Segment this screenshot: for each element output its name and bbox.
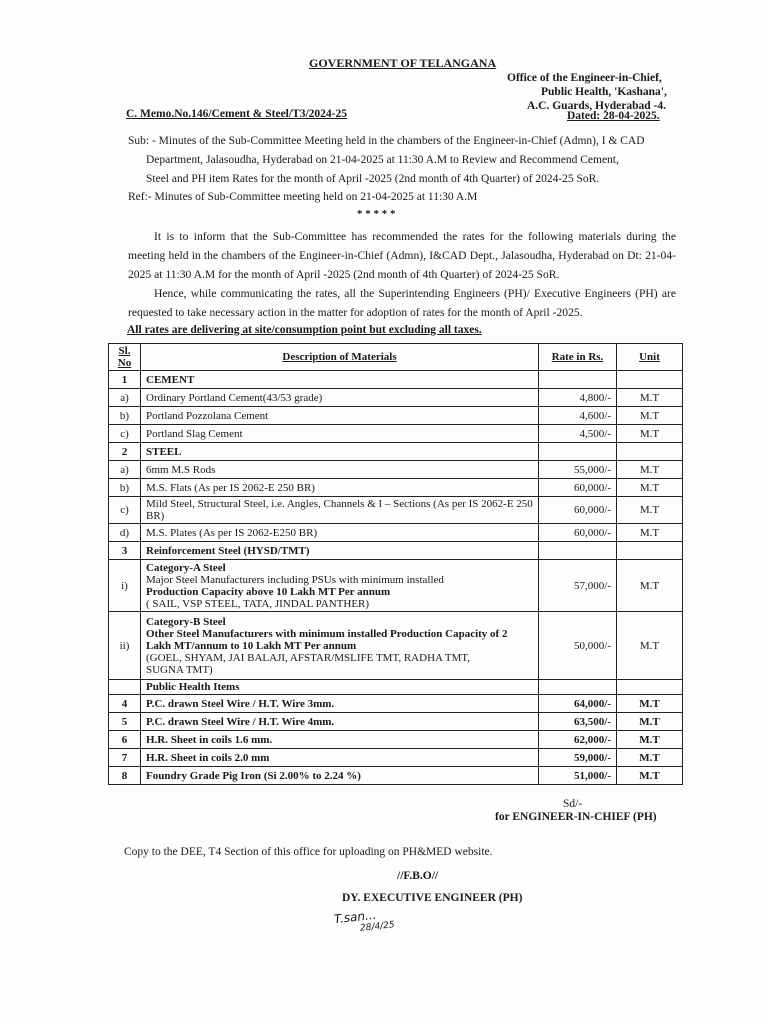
body-paragraph-2-text: Hence, while communicating the rates, all the Superintending Engineers (PH)/ Executive Engineers (PH) are requested to take necessary action in the matter for adoption of rates for the month of April -2025. [128,287,676,319]
cell-rate: 60,000/- [539,479,617,497]
description-line: Production Capacity above 10 Lakh MT Per annum [146,585,391,598]
subject-line-1: Sub: - Minutes of the Sub-Committee Meeting held in the chambers of the Engineer-in-Chief (Admn), I & CAD [128,135,645,147]
cell-sl-no: a) [109,389,141,407]
cell-description: Reinforcement Steel (HYSD/TMT) [141,542,539,560]
cell-rate: 64,000/- [539,695,617,713]
cell-sl-no: 4 [109,695,141,713]
copy-to-line: Copy to the DEE, T4 Section of this office for uploading on PH&MED website. [124,846,493,858]
signatory-designation: DY. EXECUTIVE ENGINEER (PH) [342,892,523,904]
cell-rate: 62,000/- [539,731,617,749]
reference-line: Ref:- Minutes of Sub-Committee meeting held on 21-04-2025 at 11:30 A.M [128,191,478,203]
table-row [109,612,683,680]
memo-date: Dated: 28-04-2025. [567,110,660,122]
cell-rate: 55,000/- [539,461,617,479]
cell-unit: M.T [617,749,683,767]
cell-sl-no: b) [109,407,141,425]
cell-sl-no: ii) [109,612,141,680]
for-engineer-in-chief: for ENGINEER-IN-CHIEF (PH) [495,811,657,823]
rates-table [108,343,683,785]
office-line-3: A.C. Guards, Hyderabad -4. [527,100,666,112]
table-row [109,749,683,767]
cell-unit: M.T [617,767,683,785]
table-row [109,731,683,749]
table-row [109,524,683,542]
description-line: (GOEL, SHYAM, JAI BALAJI, AFSTAR/MSLIFE TMT, RADHA TMT, [146,651,471,664]
subject-line-2: Department, Jalasoudha, Hyderabad on 21-04-2025 at 11:30 A.M to Review and Recommend Cement, [146,154,619,166]
subject-line-3: Steel and PH item Rates for the month of April -2025 (2nd month of 4th Quarter) of 2024-25 SoR. [146,173,600,185]
cell-description: M.S. Flats (As per IS 2062-E 250 BR) [141,479,539,497]
cell-sl-no: d) [109,524,141,542]
description-line: Major Steel Manufacturers including PSUs with minimum installed [146,573,444,586]
cell-rate: 59,000/- [539,749,617,767]
cell-description: STEEL [141,443,539,461]
separator-stars: * * * * * [357,208,396,220]
cell-unit: M.T [617,461,683,479]
table-row [109,389,683,407]
table-row [109,407,683,425]
cell-rate: 63,500/- [539,713,617,731]
header-sl-no: Sl. No [109,344,141,371]
cell-rate: 57,000/- [539,560,617,612]
header-unit: Unit [617,344,683,371]
cell-sl-no: c) [109,425,141,443]
cell-rate: 60,000/- [539,497,617,524]
description-line: Category-B Steel [146,615,226,628]
cell-rate [539,542,617,560]
cell-unit: M.T [617,695,683,713]
cell-rate [539,680,617,695]
cell-sl-no: 5 [109,713,141,731]
signature-date: 28/4/25 [359,920,396,934]
office-address [507,71,667,113]
cell-description: H.R. Sheet in coils 2.0 mm [141,749,539,767]
cell-description: Ordinary Portland Cement(43/53 grade) [141,389,539,407]
cell-unit: M.T [617,407,683,425]
cell-unit [617,680,683,695]
table-row [109,695,683,713]
cell-description [141,612,539,680]
memo-number: C. Memo.No.146/Cement & Steel/T3/2024-25 [126,108,348,120]
body-paragraph-1-text: It is to inform that the Sub-Committee has recommended the rates for the following materials during the meeting held in the chambers of the Engineer-in-Chief (Admn), I&CAD Dept., Jalasoudha, Hyderabad on Dt: 21-04-2025 at 11:30 A.M for the month of April -2025 (2nd month of 4th Quarter) of 2024-25 SoR. [128,230,676,281]
cell-sl-no: 1 [109,371,141,389]
table-row [109,461,683,479]
table-row [109,542,683,560]
cell-sl-no: 7 [109,749,141,767]
table-row [109,767,683,785]
rates-table-body [109,371,683,785]
cell-sl-no: b) [109,479,141,497]
cell-sl-no: 6 [109,731,141,749]
cell-rate: 60,000/- [539,524,617,542]
cell-unit: M.T [617,479,683,497]
cell-unit: M.T [617,389,683,407]
table-row [109,425,683,443]
cell-rate: 4,500/- [539,425,617,443]
cell-description [141,560,539,612]
cell-unit [617,443,683,461]
cell-rate [539,443,617,461]
cell-description: Public Health Items [141,680,539,695]
table-row [109,479,683,497]
cell-unit: M.T [617,731,683,749]
cell-description: M.S. Plates (As per IS 2062-E250 BR) [141,524,539,542]
description-line: Lakh MT/annum to 10 Lakh MT Per annum [146,639,357,652]
cell-sl-no: c) [109,497,141,524]
cell-description: CEMENT [141,371,539,389]
table-row [109,560,683,612]
cell-sl-no: i) [109,560,141,612]
cell-rate: 51,000/- [539,767,617,785]
cell-sl-no: a) [109,461,141,479]
cell-unit: M.T [617,497,683,524]
cell-unit: M.T [617,612,683,680]
cell-description: Foundry Grade Pig Iron (Si 2.00% to 2.24 %) [141,767,539,785]
body-paragraph-1 [128,227,676,284]
cell-unit: M.T [617,713,683,731]
cell-unit: M.T [617,425,683,443]
description-line: SUGNA TMT) [146,663,213,676]
cell-description: P.C. drawn Steel Wire / H.T. Wire 3mm. [141,695,539,713]
table-header-row [109,344,683,371]
table-row [109,713,683,731]
office-line-1: Office of the Engineer-in-Chief, [507,72,662,84]
cell-unit [617,371,683,389]
cell-description: H.R. Sheet in coils 1.6 mm. [141,731,539,749]
description-line: Category-A Steel [146,561,226,574]
fbo-mark: //F.B.O// [397,870,439,882]
header-rate: Rate in Rs. [539,344,617,371]
table-row [109,371,683,389]
cell-description: Mild Steel, Structural Steel, i.e. Angles, Channels & I – Sections (As per IS 2062-E 250 BR) [141,497,539,524]
body-paragraph-2 [128,284,676,322]
cell-sl-no [109,680,141,695]
table-row [109,680,683,695]
table-row [109,443,683,461]
cell-rate: 4,600/- [539,407,617,425]
cell-description: Portland Slag Cement [141,425,539,443]
cell-description: 6mm M.S Rods [141,461,539,479]
signature-scrawl: T.san... [333,907,377,927]
cell-sl-no: 3 [109,542,141,560]
cell-description: P.C. drawn Steel Wire / H.T. Wire 4mm. [141,713,539,731]
sd-mark: Sd/- [563,798,583,810]
cell-sl-no: 2 [109,443,141,461]
header-description: Description of Materials [141,344,539,371]
cell-rate: 4,800/- [539,389,617,407]
cell-sl-no: 8 [109,767,141,785]
office-line-2: Public Health, 'Kashana', [541,86,667,98]
cell-unit [617,542,683,560]
cell-rate [539,371,617,389]
description-line: ( SAIL, VSP STEEL, TATA, JINDAL PANTHER) [146,597,370,610]
cell-description: Portland Pozzolana Cement [141,407,539,425]
cell-unit: M.T [617,560,683,612]
rates-notice: All rates are delivering at site/consumption point but excluding all taxes. [127,324,482,336]
govt-title: GOVERNMENT OF TELANGANA [309,56,497,70]
table-row [109,497,683,524]
cell-rate: 50,000/- [539,612,617,680]
cell-unit: M.T [617,524,683,542]
description-line: Other Steel Manufacturers with minimum installed Production Capacity of 2 [146,627,508,640]
